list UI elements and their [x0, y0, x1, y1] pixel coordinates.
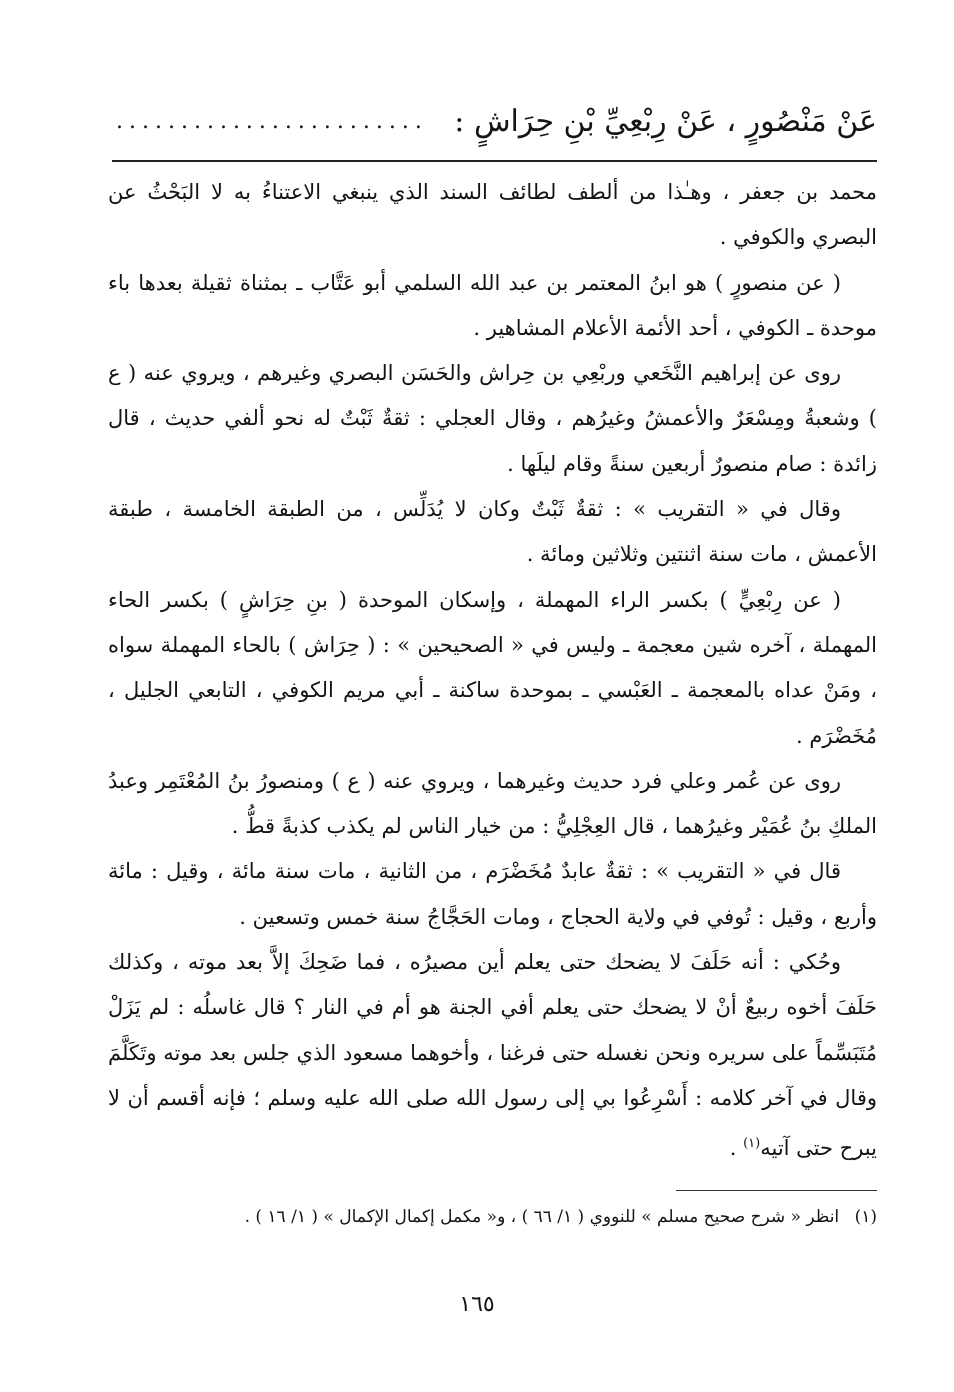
footnote-marker: (١) [854, 1207, 877, 1227]
footnote [108, 1201, 877, 1233]
paragraph-end-period: . [729, 1136, 744, 1161]
body-text [108, 170, 877, 1172]
header-rule [112, 160, 877, 162]
running-header [112, 92, 877, 150]
paragraph: قال في « التقريب » : ثقةٌ عابدٌ مُخَضْرَم ، من الثانية ، مات سنة مائة ، وقيل : مائة وأربع ، وقيل : تُوفي في ولاية الحجاج ، ومات الحَجَّاجُ سنة خمس وتسعين . [108, 859, 877, 929]
paragraph: روى عن عُمر وعلي فرد حديث وغيرهما ، ويروي عنه ( ع ) ومنصورُ بنُ المُعْتَمِر وعبدُ الملكِ بنُ عُمَيْر وغيرُهما ، قال العِجْلِيُّ : من خيار الناس لم يكذب كذبةً قطُّ . [108, 768, 877, 839]
paragraph: ( عن منصورٍ ) هو ابنُ المعتمر بن عبد الله السلمي أبو عَتَّاب ـ بمثناة ثقيلة بعدها باء موحدة ـ الكوفي ، أحد الأئمة الأعلام المشاهير . [108, 270, 877, 340]
footnote-reference[interactable]: (١) [743, 1136, 761, 1152]
paragraph: ( عن رِبْعِيٍّ ) بكسر الراء المهملة ، وإسكان الموحدة ( بنِ حِرَاشٍ ) بكسر الحاء المهملة ، آخره شين معجمة ـ وليس في « الصحيحين » : ( حِرَاش ) بالحاء المهملة سواه ، ومَنْ عداه بالمعجمة ـ العَبْسي ـ بموحدة ساكنة ـ أبي مريم الكوفي ، التابعي الجليل ، مُخَضْرَم . [108, 587, 877, 748]
paragraph: وقال في « التقريب » : ثقةٌ ثَبْتٌ وكان لا يُدَلِّس ، من الطبقة الخامسة ، طبقة الأعمش ، مات سنة اثنتين وثلاثين ومائة . [108, 497, 877, 567]
page-number: ١٦٥ [459, 1292, 495, 1317]
footnote-text: انظر « شرح صحيح مسلم » للنووي ( ١/ ٦٦ ) ، و« مكمل إكمال الإكمال » ( ١/ ١٦ ) . [244, 1207, 840, 1227]
paragraph-text: وحُكي : أنه حَلَفَ لا يضحك حتى يعلم أين مصيرُه ، فما ضَحِكَ إلاَّ بعد موته ، وكذلك حَلَفَ أخوه ربيعٌ أنْ لا يضحك حتى يعلم أفي الجنة هو أم في النار ؟ قال غاسلُه : لم يَزَلْ مُتَبَسِّماً على سريره ونحن نغسله حتى فرغنا ، وأخوهما مسعود الذي جلس بعد موته وتَكَلَّمَ وقال في آخر كلامه : أَسْرِعُوا بي إلى رسول الله صلى الله عليه وسلم ؛ فإنه أقسم أن لا يبرح حتى آتيه [108, 950, 877, 1161]
header-leader-dots: ........................ [116, 108, 428, 134]
paragraph: روى عن إبراهيم النَّخَعي وربْعِي بن حِراش والحَسَن البصري وغيرهم ، ويروي عنه ( ع ) وشعبةُ ومِسْعَرٌ والأعمشُ وغيرُهم ، وقال العجلي : ثقةٌ ثَبْتٌ له نحو ألفي حديث ، قال زائدة : صام منصورٌ أربعين سنةً وقام ليلَها . [108, 361, 877, 476]
footnote-rule [676, 1190, 877, 1191]
header-title: عَنْ مَنْصُورٍ ، عَنْ رِبْعِيِّ بْنِ حِرَاشٍ : [454, 103, 877, 139]
paragraph: محمد بن جعفر ، وهـٰذا من ألطف لطائف السند الذي ينبغي الاعتناءُ به لا البَحْثُ عن البصري والكوفي . [108, 180, 877, 250]
paragraph [108, 940, 877, 1171]
